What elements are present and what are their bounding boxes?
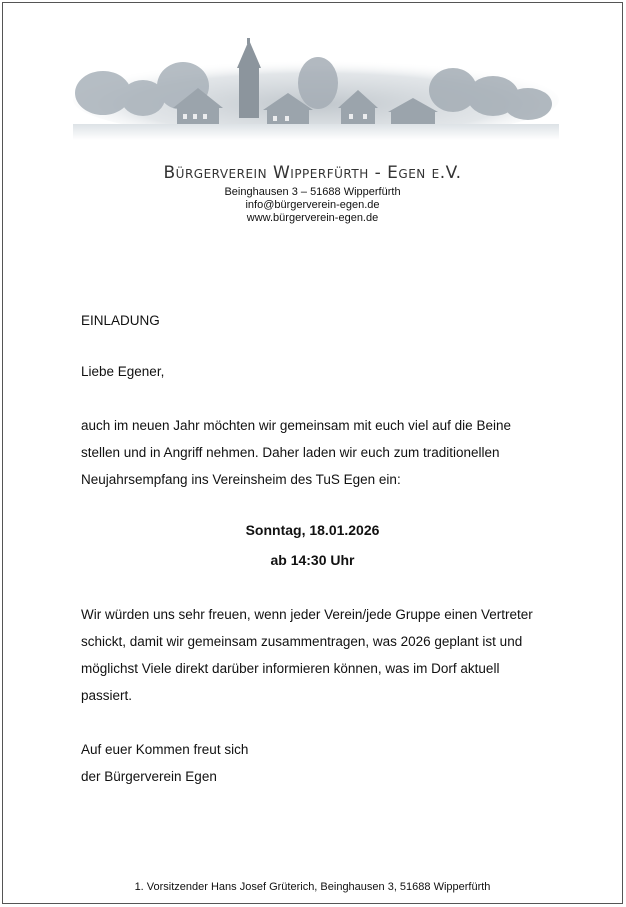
- event-time: ab 14:30 Uhr: [270, 552, 355, 568]
- paragraph-request: [81, 601, 561, 709]
- closing-line: Auf euer Kommen freut sich: [81, 742, 249, 757]
- letter-heading: EINLADUNG: [81, 313, 160, 328]
- signature-line: der Bürgerverein Egen: [81, 769, 217, 784]
- organization-address: Beinghausen 3 – 51688 Wipperfürth: [224, 186, 401, 198]
- paragraph-invitation: [81, 412, 561, 493]
- letter-page: [2, 2, 623, 904]
- organization-website: www.bürgerverein-egen.de: [246, 212, 379, 224]
- letter-closing: [81, 736, 561, 790]
- paragraph-line: möglichst Viele direkt darüber informieren können, was im Dorf aktuell: [81, 661, 500, 676]
- village-panorama-image: [73, 38, 559, 140]
- organization-email: info@bürgerverein-egen.de: [245, 199, 380, 211]
- footer-chairman: 1. Vorsitzender Hans Josef Grüterich, Beinghausen 3, 51688 Wipperfürth: [134, 881, 491, 893]
- event-date: Sonntag, 18.01.2026: [245, 522, 380, 538]
- paragraph-line: schickt, damit wir gemeinsam zusammentragen, was 2026 geplant ist und: [81, 634, 523, 649]
- letter-greeting: Liebe Egener,: [81, 364, 165, 379]
- organization-name: Bürgerverein Wipperfürth - Egen e.V.: [163, 163, 462, 183]
- paragraph-line: stellen und in Angriff nehmen. Daher laden wir euch zum traditionellen: [81, 445, 500, 460]
- paragraph-line: passiert.: [81, 688, 133, 703]
- paragraph-line: auch im neuen Jahr möchten wir gemeinsam mit euch viel auf die Beine: [81, 418, 511, 433]
- paragraph-line: Wir würden uns sehr freuen, wenn jeder Verein/jede Gruppe einen Vertreter: [81, 607, 533, 622]
- paragraph-line: Neujahrsempfang ins Vereinsheim des TuS Egen ein:: [81, 472, 401, 487]
